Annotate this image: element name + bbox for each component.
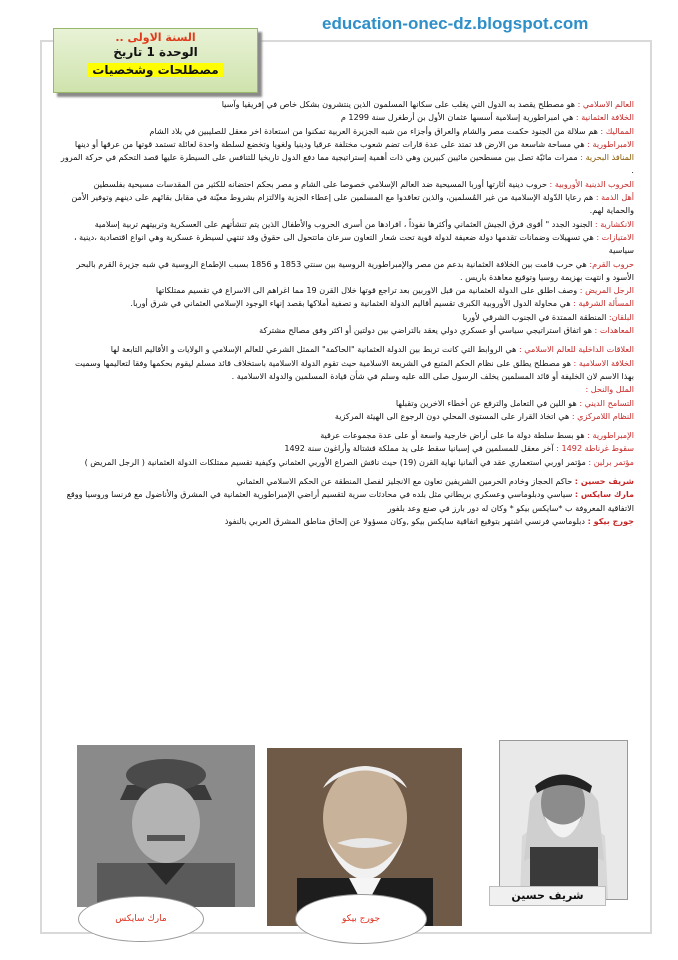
glossary-entry xyxy=(60,178,634,191)
entry-definition: هم سلالة من الجنود حكمت مصر والشام والعراق وأجزاء من شبه الجزيرة العربية تمكنوا من استعادة اخر معقل للصليبين في بلاد الشام xyxy=(149,125,601,136)
glossary-entry xyxy=(60,383,634,396)
glossary-entry xyxy=(60,151,634,178)
entry-definition: هو اتفاق استراتيجي سياسي أو عسكري دولي يعقد بالتراضي بين دولتين أو اكثر وفق مصالح مشتركة xyxy=(259,325,595,336)
entry-term: الانكشارية : xyxy=(594,218,634,229)
entry-term: أهل الذمة : xyxy=(595,192,634,203)
entry-definition: هي مساحة شاسعة من الارض قد تمتد على عدة قارات تضم شعوب مختلفة عرقيا ودينيا ولغويا وتخضع لسلطة واحدة لعائلة تستمد قوتها من عرقها أو دينها xyxy=(74,138,588,149)
entry-term: المسألة الشرقية : xyxy=(573,298,634,309)
entry-term: شريف حسين : xyxy=(574,476,634,487)
entry-term: الرجل المريض : xyxy=(579,285,634,296)
entry-term: الخلافة العثمانية : xyxy=(575,112,634,123)
entry-term: الامبراطورية : xyxy=(587,138,634,149)
entry-term: الإمبراطورية : xyxy=(587,430,634,441)
entry-term: المعاهدات : xyxy=(594,325,634,336)
entry-term: العلاقات الداخلية للعالم الاسلامي : xyxy=(518,344,634,355)
entry-definition: هو بسط سلطة دولة ما على أراض خارجية واسعة أو على عدة مجموعات عرقية xyxy=(320,430,588,441)
glossary-entry xyxy=(60,515,634,528)
glossary-entry xyxy=(60,343,634,356)
entry-definition: المنطقة الممتدة في الجنوب الشرقي لأوربا xyxy=(462,311,609,322)
school-year: السنة الاولى .. xyxy=(115,31,196,44)
glossary-entry xyxy=(60,284,634,297)
glossary-entry xyxy=(60,111,634,124)
glossary-entry xyxy=(60,429,634,442)
glossary-entry xyxy=(60,311,634,324)
entry-definition: الجنود الجدد " أقوى فرق الجيش العثماني وأكثرها نفوذاً ، افرادها من أسرى الحروب والأطفال الذين يتم تنشأتهم على العسكرية وتربيتهم تربية إسلامية xyxy=(94,218,595,229)
entry-definition: هو اللين في التعامل والترفع عن أخطاء الاخرين وتقبلها xyxy=(395,397,580,408)
glossary-entry xyxy=(60,456,634,469)
glossary-entry xyxy=(60,475,634,488)
unit-title: الوحدة 1 تاريخ xyxy=(113,45,198,59)
entry-definition: سياسي ودبلوماسي وعسكري بريطاني مثل بلده في محادثات سرية لتقسيم أراضي الإمبراطورية العثمانية في المشرق والأناضول مع فرنسا وروسيا ووقع الاتفاقية المعروفة ب *سايكس بيكو * وكان له دور بارز في صنع وعد بلفور xyxy=(66,489,634,513)
glossary-list xyxy=(60,98,634,528)
entry-definition: حروب دينية أثارتها أوربا المسيحية ضد العالم الإسلامي خصوصا على الشام و مصر بحكم احتضانه للكثير من المقدسات مسيحية بفلسطين xyxy=(93,178,550,189)
caption-georges-picot: جورج بيكو xyxy=(295,894,427,944)
caption-mark-sykes: مارك سايكس xyxy=(78,896,204,942)
glossary-entry xyxy=(60,258,634,285)
topic-title: مصطلحات وشخصيات xyxy=(88,63,222,77)
entry-definition: وصف اطلق على الدولة العثمانية من قبل الاوربين بعد تراجع قوتها خلال القرن 19 مما اغراهم الى الاسراع في تقسيم ممتلكاتها xyxy=(155,285,580,296)
title-box xyxy=(53,28,258,93)
entry-definition: هي اتخاذ القرار على المستوى المحلي دون الرجوع الى الهيئة المركزية xyxy=(334,410,572,421)
glossary-entry xyxy=(60,125,634,138)
entry-definition: هي تسهيلات وضمانات تقدمها دولة ضعيفة لدولة قوية تحت شعار التعاون سرعان ماتتحول الى حقوق وقد تنتهي لسيطرة عسكرية وهي انواع اقتصادية ،دينية ، سياسية xyxy=(73,231,634,256)
entry-term: الحروب الدينية الأوروبية : xyxy=(549,178,634,189)
entry-term: المنافذ البحرية : xyxy=(580,152,634,163)
entry-term: سقوط غرناطة 1492 : xyxy=(556,443,634,454)
entry-definition: هي حرب قامت بين الخلافة العثمانية بدعم من مصر والإمبراطورية الروسية بين سنتي 1853 و 1856 بسبب الإطماع الروسية في شبه جزيرة القرم بالبحر الأسود و انتهت بهزيمة روسيا وتوقيع معاهدة باريس . xyxy=(76,258,634,282)
entry-definition: هو مصطلح يطلق على نظام الحكم المتبع في الشريعة الاسلامية حيث تقوم الدولة الاسلامية باستخلاف قائد مسلم ليقوم بحكمها وفقا لتعاليمها وسميت بهذا الاسم لان الخليفة أو قائد المسلمين يخلف الرسول صلى الله عليه وسلم في شأن قيادة المسلمين والدولة الاسلامية . xyxy=(74,357,634,381)
entry-term: النظام اللامركزي : xyxy=(571,410,634,421)
entry-term: جورج بيكو : xyxy=(587,515,634,526)
entry-term: الامتيازات : xyxy=(596,231,634,242)
entry-term: الملل والنحل : xyxy=(585,384,634,395)
caption-sherif-hussein: شريف حسين xyxy=(489,886,606,906)
entry-term: العالم الاسلامي : xyxy=(577,99,634,109)
entry-term: المماليك : xyxy=(600,125,634,136)
glossary-entry xyxy=(60,297,634,310)
entry-definition: هي امبراطورية إسلامية أسسها عثمان الأول بن أرطغرل سنة 1299 م xyxy=(340,112,576,123)
glossary-entry xyxy=(60,138,634,151)
photo-sherif-hussein xyxy=(499,740,628,900)
entry-term: حروب القرم: xyxy=(589,258,634,269)
entry-definition: دبلوماسي فرنسي اشتهر بتوقيع اتفاقية سايكس بيكو ,وكان مسؤولا عن إلحاق مناطق المشرق العربي بالنفوذ xyxy=(224,515,588,526)
glossary-entry xyxy=(60,218,634,231)
glossary-entry xyxy=(60,397,634,410)
glossary-entry xyxy=(60,442,634,455)
entry-definition: آخر معقل للمسلمين في إسبانيا سقط على يد مملكة قشتالة وأراغون سنة 1492 xyxy=(284,443,557,454)
entry-definition: هم رعايا الدّولة الإسلامية من غير المُسلمين، والذين تعاقدوا مع المسلمين على إعطاء الجزية والالتزام بشروط معيّنة في مقابل بقائهم على دينهم وتوفير الأمن والحماية لهم. xyxy=(71,192,634,216)
entry-term: التسامح الديني : xyxy=(579,397,634,408)
entry-definition: حاكم الحجاز وخادم الحرمين الشريفين تعاون مع الانجليز لفصل المنطقة عن الحكم الاسلامي العثماني xyxy=(236,476,575,487)
glossary-entry xyxy=(60,324,634,337)
glossary-entry xyxy=(60,357,634,384)
entry-definition: هي الروابط التي كانت تربط بين الدولة العثمانية "الحاكمة" الممثل الشرعي للعالم الإسلامي و الولايات و الأقاليم التابعة لها xyxy=(110,344,519,355)
glossary-entry xyxy=(60,410,634,423)
glossary-entry xyxy=(60,98,634,111)
entry-definition: هي محاولة الدول الأوروبية الكبرى تقسيم أقاليم الدولة العثمانية و تصفية أملاكها بقصد إنهاء الوجود الإسلامي العثماني في شرق أوربا. xyxy=(130,298,574,309)
blog-url[interactable]: education-onec-dz.blogspot.com xyxy=(322,14,589,33)
entry-definition: هو مصطلح يقصد به الدول التي يغلب على سكانها المسلمون الذين ينتشرون بشكل خاص في إفريقيا وآسيا xyxy=(221,99,578,109)
entry-definition: ممرات مائيّة تصل بين مسطحين مائيين كبيرين وهي ذات أهمية إستراتيجية مما دفع الدول تاريخيا للتنافس على السيطرة عليها قصد التحكم في حركة المرور . xyxy=(60,152,634,176)
entry-term: البلقان: xyxy=(608,311,634,322)
glossary-entry xyxy=(60,231,634,258)
entry-definition: مؤتمر اوربي استعماري عقد في ألمانيا نهاية القرن (19) حيث ناقش الصراع الأوربي العثماني وكيفية تقسيم ممتلكات الدولة العثمانية ( الرجل المريض ) xyxy=(84,456,589,467)
portrait-sherif-hussein-icon xyxy=(500,741,627,899)
entry-term: مؤتمر برلين : xyxy=(588,456,634,467)
portrait-mark-sykes-icon xyxy=(77,745,255,907)
photo-mark-sykes xyxy=(77,745,255,907)
glossary-entry xyxy=(60,191,634,218)
glossary-entry xyxy=(60,488,634,515)
entry-term: الخلافة الاسلامية : xyxy=(573,357,634,368)
entry-term: مارك سايكس : xyxy=(574,489,634,500)
